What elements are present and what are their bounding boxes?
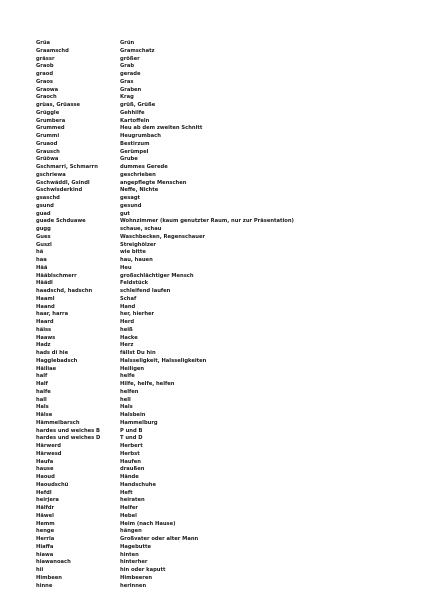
glossary-entry (36, 373, 396, 381)
standard-meaning: draußen (120, 466, 145, 473)
dialect-term: hads di hie (36, 350, 69, 356)
dialect-term: Hagglebadsch (36, 357, 78, 364)
dialect-term: Grausch (36, 148, 60, 155)
standard-meaning: Waschbecken, Regenschauer (120, 233, 206, 240)
dialect-term: graod (36, 71, 54, 77)
dialect-term: hii (36, 567, 44, 573)
standard-meaning: P und B (120, 427, 143, 434)
standard-meaning: Hagebutte (120, 543, 151, 550)
dialect-term: gsaschd (36, 195, 60, 201)
standard-meaning: Wohnzimmer (kaum genutzter Raum, nur zur Präsentation) (120, 218, 294, 225)
standard-meaning: Heim (nach Hause) (120, 520, 176, 527)
standard-meaning: Grube (120, 156, 138, 163)
glossary-entry (36, 342, 396, 350)
dialect-term: Haaml (36, 295, 55, 302)
dialect-term: Grüöwa (36, 156, 59, 163)
standard-meaning: geschrieben (120, 171, 156, 178)
dialect-term: Haard (36, 319, 54, 325)
glossary-entry (36, 552, 396, 560)
glossary-entry (36, 265, 396, 273)
glossary-entry (36, 513, 396, 521)
dialect-term: Gruaod (36, 140, 58, 147)
dialect-term: Haand (36, 303, 55, 310)
dialect-term: hä (36, 249, 44, 256)
dialect-term: Grüggle (36, 109, 60, 116)
dialect-term: gugg (36, 226, 51, 232)
dialect-term: Haoud (36, 474, 55, 480)
glossary-entry (36, 459, 396, 467)
glossary-entry (36, 110, 396, 118)
standard-meaning: Hände (120, 474, 139, 480)
standard-meaning: Grün (120, 40, 135, 46)
glossary-entry (36, 48, 396, 56)
glossary-entry (36, 583, 396, 591)
dialect-term: Hiaffa (36, 543, 54, 550)
glossary-entry (36, 102, 396, 110)
standard-meaning: Hammelburg (120, 419, 158, 426)
dialect-term: Hälse (36, 412, 53, 418)
dialect-term: Hadz (36, 342, 51, 349)
glossary-entry (36, 304, 396, 312)
dialect-term: Herrla (36, 536, 55, 542)
standard-meaning: gut (120, 210, 130, 217)
standard-meaning: Krag (120, 94, 134, 101)
dialect-term: Himbeen (36, 574, 62, 581)
glossary-entry (36, 350, 396, 358)
glossary-list (36, 40, 396, 590)
dialect-term: hardes und weiches D (36, 435, 101, 442)
dialect-term: Hämmelbarsch (36, 419, 80, 426)
glossary-entry (36, 211, 396, 219)
standard-meaning: heiraten (120, 497, 145, 504)
glossary-entry (36, 521, 396, 529)
standard-meaning: Gras (120, 78, 134, 85)
glossary-entry (36, 63, 396, 71)
standard-meaning: hell (120, 396, 131, 403)
standard-meaning: her, hierher (120, 311, 155, 318)
glossary-entry (36, 40, 396, 48)
dialect-term: Gschwisderkind (36, 187, 83, 194)
dialect-term: Gschmarri, Schmarrn (36, 164, 98, 170)
glossary-entry (36, 428, 396, 436)
dialect-term: Grummi (36, 133, 60, 139)
glossary-entry (36, 249, 396, 257)
dialect-term: Graoch (36, 94, 57, 101)
standard-meaning: Gerümpel (120, 148, 149, 155)
standard-meaning: T und D (120, 435, 143, 442)
dialect-term: Gschwäddl, Gsindl (36, 179, 90, 186)
dialect-term: Graob (36, 63, 54, 70)
glossary-entry (36, 149, 396, 157)
glossary-entry (36, 133, 396, 141)
standard-meaning: Gramschatz (120, 47, 155, 54)
glossary-entry (36, 242, 396, 250)
dialect-term: haadschd, hadschn (36, 288, 93, 294)
glossary-entry (36, 435, 396, 443)
dialect-term: gsund (36, 202, 54, 209)
glossary-entry (36, 319, 396, 327)
glossary-entry (36, 575, 396, 583)
glossary-entry (36, 141, 396, 149)
glossary-entry (36, 311, 396, 319)
dialect-term: Hefdl (36, 489, 52, 496)
glossary-entry (36, 234, 396, 242)
standard-meaning: Halsseligkeit, Halsseligkeiten (120, 357, 207, 364)
standard-meaning: gerade (120, 71, 141, 77)
dialect-term: Härwesd (36, 450, 62, 457)
standard-meaning: Handschuhe (120, 481, 157, 488)
standard-meaning: Hilfe, helfe, helfen (120, 381, 175, 387)
dialect-term: Hääblschmerr (36, 272, 77, 279)
standard-meaning: gesund (120, 202, 142, 209)
glossary-entry (36, 466, 396, 474)
dialect-term: half (36, 373, 48, 380)
dialect-term: Gues (36, 233, 51, 240)
standard-meaning: hau, hauen (120, 257, 153, 263)
glossary-entry (36, 172, 396, 180)
glossary-entry (36, 443, 396, 451)
standard-meaning: größer (120, 55, 140, 62)
dialect-term: hiawa (36, 551, 54, 558)
dialect-term: Haoudschü (36, 481, 69, 488)
glossary-entry (36, 490, 396, 498)
standard-meaning: Schaf (120, 295, 137, 302)
standard-meaning: Neffe, Nichte (120, 187, 159, 194)
glossary-entry (36, 497, 396, 505)
dialect-term: hause (36, 466, 54, 473)
glossary-entry (36, 164, 396, 172)
glossary-entry (36, 187, 396, 195)
standard-meaning: Kartoffeln (120, 117, 150, 124)
standard-meaning: schaue, schau (120, 226, 162, 232)
glossary-entry (36, 536, 396, 544)
glossary-entry (36, 505, 396, 513)
dialect-term: grüas, Grüasse (36, 102, 81, 108)
glossary-entry (36, 273, 396, 281)
standard-meaning: Herbst (120, 450, 140, 457)
dialect-term: haa (36, 257, 47, 263)
standard-meaning: Heu (120, 264, 132, 271)
dialect-term: Härwerd (36, 443, 61, 449)
glossary-entry (36, 559, 396, 567)
dialect-term: hiawanoach (36, 559, 71, 566)
dialect-term: Half (36, 381, 48, 387)
dialect-term: hardes und weiches B (36, 427, 101, 434)
standard-meaning: Hals (120, 404, 133, 411)
dialect-term: Haufa (36, 458, 54, 465)
dialect-term: hinne (36, 582, 53, 589)
dialect-term: Graowa (36, 86, 59, 93)
dialect-term: Hals (36, 404, 49, 411)
glossary-entry (36, 218, 396, 226)
dialect-term: Graos (36, 78, 53, 85)
standard-meaning: hinten (120, 551, 139, 558)
dialect-term: halfe (36, 388, 51, 395)
dialect-term: Häädl (36, 280, 53, 287)
glossary-entry (36, 544, 396, 552)
standard-meaning: wie bitte (120, 249, 146, 256)
dialect-term: guad (36, 210, 51, 217)
glossary-entry (36, 381, 396, 389)
dialect-term: Hälfdr (36, 505, 55, 511)
standard-meaning: hinterher (120, 559, 148, 566)
standard-meaning: herinnen (120, 582, 147, 589)
standard-meaning: Herz (120, 342, 134, 349)
dialect-term: Hää (36, 264, 48, 271)
standard-meaning: Gehhilfe (120, 109, 145, 116)
dialect-term: guade Schduawe (36, 218, 86, 225)
dialect-term: grässr (36, 55, 55, 62)
dialect-term: henge (36, 528, 55, 535)
dialect-term: Guszl (36, 241, 52, 248)
standard-meaning: schleifend laufen (120, 288, 171, 294)
dialect-term: hall (36, 396, 47, 403)
glossary-entry (36, 257, 396, 265)
glossary-entry (36, 358, 396, 366)
standard-meaning: Herd (120, 319, 135, 325)
standard-meaning: Hacke (120, 334, 138, 341)
dialect-term: Hemm (36, 520, 55, 527)
glossary-entry (36, 118, 396, 126)
glossary-entry (36, 420, 396, 428)
glossary-entry (36, 451, 396, 459)
glossary-entry (36, 404, 396, 412)
standard-meaning: großschlächtiger Mensch (120, 272, 194, 279)
glossary-entry (36, 94, 396, 102)
glossary-entry (36, 288, 396, 296)
dialect-term: Grüa (36, 40, 51, 46)
glossary-entry (36, 79, 396, 87)
glossary-entry (36, 296, 396, 304)
dialect-term: Haaws (36, 334, 56, 341)
standard-meaning: helfe (120, 373, 135, 380)
glossary-entry (36, 87, 396, 95)
glossary-entry (36, 280, 396, 288)
standard-meaning: Heft (120, 489, 133, 496)
glossary-entry (36, 226, 396, 234)
glossary-entry (36, 567, 396, 575)
standard-meaning: Heugrumbach (120, 133, 161, 139)
glossary-entry (36, 366, 396, 374)
glossary-entry (36, 56, 396, 64)
glossary-entry (36, 156, 396, 164)
dialect-term: Grumbera (36, 117, 66, 124)
standard-meaning: Heiligen (120, 365, 145, 372)
glossary-entry (36, 412, 396, 420)
standard-meaning: Graben (120, 86, 142, 93)
standard-meaning: Herbert (120, 443, 143, 449)
dialect-term: Graamschd (36, 47, 69, 54)
glossary-entry (36, 327, 396, 335)
standard-meaning: Hand (120, 303, 136, 310)
dialect-term: häiss (36, 326, 52, 333)
standard-meaning: Streighölzer (120, 241, 156, 248)
standard-meaning: helfen (120, 388, 139, 395)
standard-meaning: Grab (120, 63, 135, 70)
dialect-term: Häiliae (36, 365, 57, 372)
glossary-entry (36, 397, 396, 405)
glossary-entry (36, 482, 396, 490)
standard-meaning: Heu ab dem zweiten Schnitt (120, 125, 203, 132)
glossary-entry (36, 528, 396, 536)
standard-meaning: Helfer (120, 505, 138, 511)
standard-meaning: angepflegte Menschen (120, 179, 187, 186)
dialect-term: Grummed (36, 125, 65, 132)
standard-meaning: Hebel (120, 512, 137, 519)
standard-meaning: Himbeeren (120, 574, 153, 581)
standard-meaning: dummes Gerede (120, 164, 168, 170)
glossary-entry (36, 180, 396, 188)
standard-meaning: heiß (120, 326, 133, 333)
glossary-entry (36, 474, 396, 482)
standard-meaning: hin oder kaputt (120, 567, 166, 573)
glossary-entry (36, 125, 396, 133)
dialect-term: haar, harra (36, 311, 69, 318)
dialect-term: heirjera (36, 497, 59, 504)
standard-meaning: Halsbein (120, 412, 146, 418)
standard-meaning: grüß, Grüße (120, 102, 156, 108)
standard-meaning: fällst Du hin (120, 350, 156, 356)
standard-meaning: Großvater oder alter Mann (120, 536, 199, 542)
glossary-entry (36, 335, 396, 343)
glossary-entry (36, 71, 396, 79)
glossary-entry (36, 195, 396, 203)
glossary-entry (36, 203, 396, 211)
dialect-term: Häwel (36, 512, 54, 519)
standard-meaning: gesagt (120, 195, 141, 201)
standard-meaning: hängen (120, 528, 142, 535)
standard-meaning: Bestirzum (120, 140, 150, 147)
standard-meaning: Feldstück (120, 280, 149, 287)
glossary-entry (36, 389, 396, 397)
standard-meaning: Haufen (120, 458, 142, 465)
dialect-term: gschriewa (36, 171, 66, 178)
